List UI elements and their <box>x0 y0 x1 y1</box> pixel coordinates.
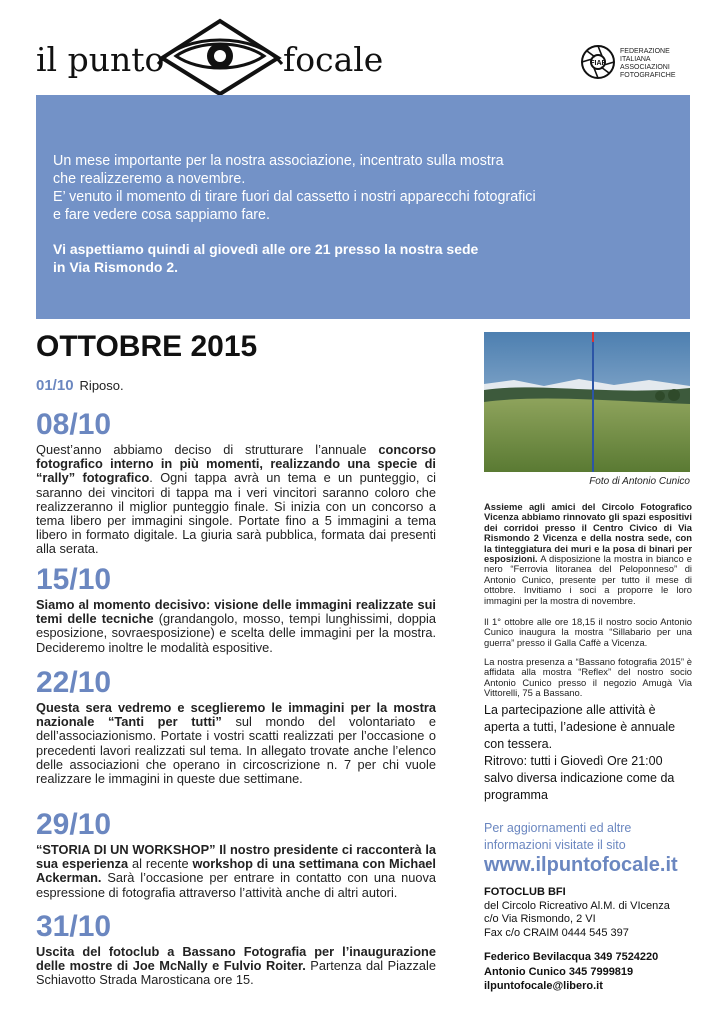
club-address <box>484 886 694 940</box>
month-title: OTTOBRE 2015 <box>36 330 258 363</box>
fiaf-line: FOTOGRAFICHE <box>620 72 676 79</box>
intro-invitation <box>53 240 673 276</box>
event-text <box>36 843 436 900</box>
text-segment: (grandangolo, mosso, tempi lunghissimi, doppia esposizione, sovraesposizione) e scelta delle immagini per la mostra. Decideremo inoltre le modalità espositive. <box>36 611 436 655</box>
bold-text: workshop di una settimana con Michael Ackerman. <box>36 856 436 886</box>
event-text <box>36 945 436 988</box>
text-segment: Quest’anno abbiamo deciso di strutturare l’annuale <box>36 442 379 457</box>
bold-text: “STORIA DI UN WORKSHOP” Il nostro presidente ci racconterà la sua esperienza <box>36 842 436 872</box>
fiaf-text <box>620 48 675 80</box>
landscape-photo <box>484 332 690 472</box>
contact-line: Federico Bevilacqua 349 7524220 <box>484 951 659 963</box>
contact-line: Antonio Cunico 345 7999819 <box>484 965 634 978</box>
text-segment: sul mondo del volontariato e dell’associazionismo. Portate i vostri scatti realizzati per l’occasione o precedenti lavori realizzati sul tema. In allegato trovate anche l’elenco delle associazioni che operano in circoscrizione n. 7 per chi vuole realizzare le immagini in queste due settimane. <box>36 714 436 787</box>
event-text <box>36 443 436 557</box>
text-segment: A disposizione la mostra in bianco e nero “Ferrovia litoranea del Peloponneso” di Antonio Cunico, presente per tutto il mese di ottobre. Invitiamo i soci a proporre le loro immagini per la mostra di novembre. <box>484 553 692 606</box>
club-logo <box>36 18 386 96</box>
fiaf-line: FEDERAZIONE <box>620 48 670 55</box>
updates-label: Per aggiornamenti ed altre informazioni visitate il sito <box>484 821 632 852</box>
club-line: Fax c/o CRAIM 0444 545 397 <box>484 926 629 939</box>
fiaf-logo <box>580 44 690 84</box>
event-date: 31/10 <box>36 910 112 943</box>
riposo-date: 01/10 <box>36 377 74 394</box>
intro-text <box>53 152 673 224</box>
event-date: 15/10 <box>36 563 112 596</box>
intro-banner <box>36 95 690 319</box>
text-segment: Il 1° ottobre alle ore 18,15 il nostro socio Antonio Cunico inaugura la mostra “Sillabario per una guerra” presso il Galla Caffè a Vicenza. <box>484 616 692 648</box>
riposo-entry <box>36 377 124 394</box>
website-link[interactable]: www.ilpuntofocale.it <box>484 854 678 876</box>
side-note <box>484 617 692 648</box>
side-note <box>484 502 692 606</box>
club-line: del Circolo Ricreativo Al.M. di VIcenza <box>484 899 670 912</box>
text-segment: . Ogni tappa avrà un tema e un punteggio, ci saranno dei vincitori di tappa ma i veri vincitori saranno coloro che realizzeranno il miglior punteggio finale. Si inizia con un concorso a tema libero per immagini singole. Portate fino a 5 immagini a tema libero in formato digitale. La giuria sarà pubblica, formata dai presenti alla serata. <box>36 470 436 557</box>
text-segment: al recente <box>128 856 193 872</box>
bold-text: Siamo al momento decisivo: visione delle immagini realizzate sui temi delle tecniche <box>36 597 436 627</box>
invitation-line: Vi aspettiamo quindi al giovedì alle ore 21 presso la nostra sede <box>53 241 479 257</box>
text-segment: Sarà l’occasione per entrare in contatto con una nuova espressione di fotografia attraverso l’attività anche di altri autori. <box>36 870 436 900</box>
aperture-icon <box>580 44 616 80</box>
fiaf-line: ASSOCIAZIONI <box>620 64 670 71</box>
event-date: 08/10 <box>36 408 112 441</box>
side-note <box>484 657 692 699</box>
participation-info: La partecipazione alle attività è aperta a tutti, l’adesione è annuale con tessera. <box>484 703 676 751</box>
invitation-line: in Via Rismondo 2. <box>53 259 178 275</box>
intro-line: Un mese importante per la nostra associazione, incentrato sulla mostra <box>53 153 504 169</box>
event-date: 29/10 <box>36 808 112 841</box>
club-name: FOTOCLUB BFI <box>484 886 566 898</box>
text-segment: Partenza dal Piazzale Schiavotto Strada Marosticana ore 15. <box>36 958 436 988</box>
bold-text: concorso fotografico interno in più momenti, realizzando una specie di “rally” fotografico <box>36 442 436 486</box>
event-text <box>36 598 436 655</box>
fiaf-mark: FIAF <box>590 60 606 67</box>
intro-line: che realizzeremo a novembre. <box>53 171 246 187</box>
fiaf-line: ITALIANA <box>620 56 651 63</box>
intro-line: e fare vedere cosa sappiamo fare. <box>53 207 270 223</box>
contacts <box>484 950 694 994</box>
bold-text: Questa sera vedremo e sceglieremo le immagini per la mostra nazionale “Tanti per tutti” <box>36 700 436 730</box>
logo-word-focale: focale <box>283 40 384 79</box>
contact-email[interactable]: ilpuntofocale@libero.it <box>484 980 603 992</box>
eye-logo-icon <box>154 18 286 96</box>
meeting-info: Ritrovo: tutti i Giovedì Ore 21:00 salvo diversa indicazione come da programma <box>484 754 675 802</box>
event-text <box>36 701 436 786</box>
photo-caption: Foto di Antonio Cunico <box>589 476 690 487</box>
club-line: c/o Via Rismondo, 2 VI <box>484 913 596 925</box>
bold-text: Uscita del fotoclub a Bassano Fotografia per l’inaugurazione delle mostre di Joe McNally e Fulvio Roiter. <box>36 944 436 974</box>
bold-text: Assieme agli amici del Circolo Fotografico Vicenza abbiamo rinnovato gli spazi espositivi dei corridoi presso il Centro Civico di Via Rismondo 2 Vicenza e della nostra sede, con la tinteggiatura dei muri e la posa di binari per esposizioni. <box>484 501 692 565</box>
intro-line: E’ venuto il momento di tirare fuori dal cassetto i nostri apparecchi fotografici <box>53 189 536 205</box>
riposo-text: Riposo. <box>79 378 124 393</box>
logo-word-il-punto: il punto <box>36 40 165 79</box>
text-segment: La nostra presenza a “Bassano fotografia 2015” è affidata alla mostra “Reflex” del nostro socio Antonio Cunico presso il negozio Amugà Via Vittorelli, 75 a Bassano. <box>484 656 692 699</box>
event-date: 22/10 <box>36 666 112 699</box>
